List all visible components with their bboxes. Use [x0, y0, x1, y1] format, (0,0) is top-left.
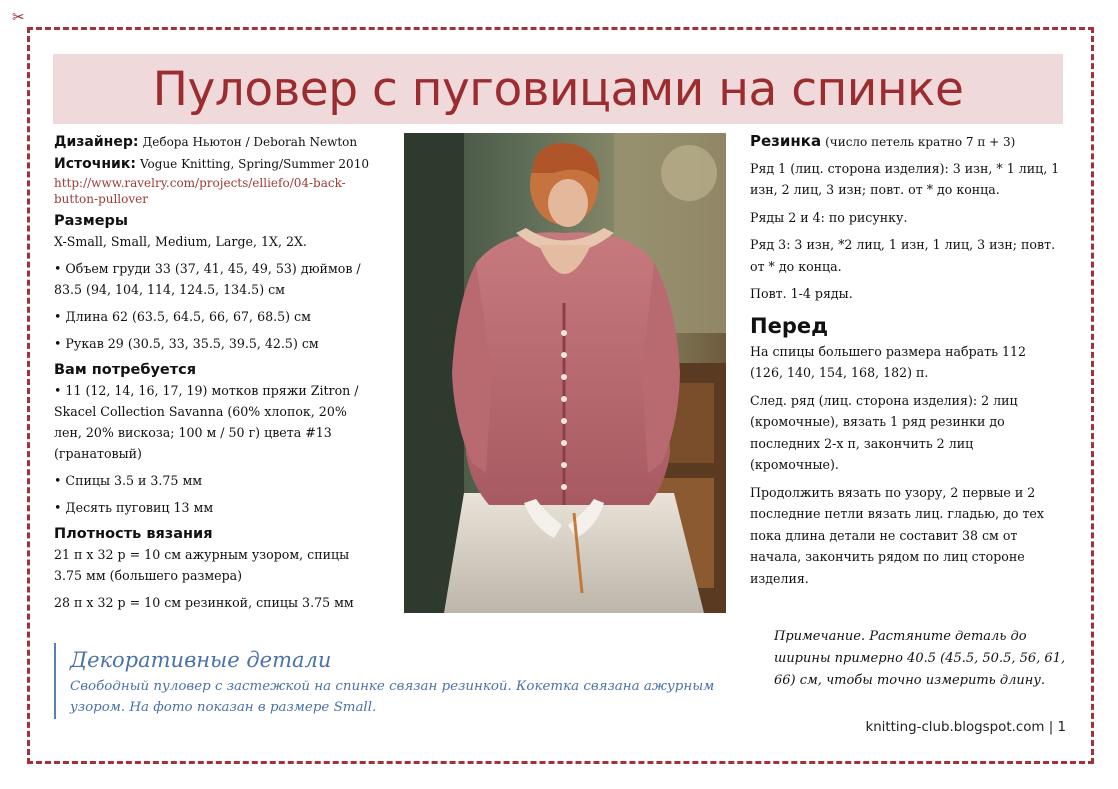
decor-text — [70, 676, 770, 718]
left-column — [54, 131, 389, 619]
yarn-line-1: • 11 (12, 14, 16, 17, 19) мотков пряжи Zitron / — [54, 383, 359, 398]
front-step-3 — [750, 482, 1065, 590]
ravelry-link[interactable] — [54, 175, 389, 207]
front1-line-1: На спицы большего размера набрать 112 — [750, 343, 1027, 359]
gauge-lace — [54, 544, 389, 586]
buttons-info: • Десять пуговиц 13 мм — [54, 500, 214, 515]
decor-line-1: Свободный пуловер с застежкой на спинке связан резинкой. Кокетка связана ажурным — [70, 679, 715, 694]
photo-illustration — [404, 133, 726, 613]
front-heading: Перед — [750, 313, 829, 338]
front-step-1 — [750, 341, 1065, 384]
rib-rows-2-4: Ряды 2 и 4: по рисунку. — [750, 209, 908, 225]
front3-line-3: пока длина детали не составит 38 см от — [750, 527, 1018, 543]
page-title: Пуловер с пуговицами на спинке — [152, 61, 964, 117]
needles-info: • Спицы 3.5 и 3.75 мм — [54, 473, 203, 488]
yarn-line-3: лен, 20% вискоза; 100 м / 50 г) цвета #13 — [54, 425, 332, 440]
row3-line-2: от * до конца. — [750, 258, 842, 274]
front2-line-3: последних 2-х п, закончить 2 лиц — [750, 435, 974, 451]
row1-line-1: Ряд 1 (лиц. сторона изделия): 3 изн, * 1 лиц, 1 — [750, 160, 1060, 176]
front3-line-2: последние петли вязать лиц. гладью, до тех — [750, 506, 1044, 521]
designer-line — [54, 131, 389, 153]
gauge-lace-line-2: 3.75 мм (большего размера) — [54, 568, 243, 583]
link-line-2: button-pullover — [54, 192, 148, 206]
front2-line-2: (кромочные), вязать 1 ряд резинки до — [750, 414, 1005, 429]
title-banner — [53, 54, 1063, 124]
note-line-1: Примечание. Растяните деталь до — [774, 629, 1027, 644]
materials-heading: Вам потребуется — [54, 362, 197, 378]
yarn-line-2: Skacel Collection Savanna (60% хлопок, 20% — [54, 404, 347, 419]
designer-value: Дебора Ньютон / Deborah Newton — [142, 135, 358, 149]
front-step-2 — [750, 390, 1065, 476]
front2-line-1: След. ряд (лиц. сторона изделия): 2 лиц — [750, 392, 1018, 408]
source-line — [54, 153, 389, 175]
rib-repeat: Повт. 1-4 ряды. — [750, 286, 853, 301]
source-label: Источник: — [54, 156, 136, 172]
note-line-2: ширины примерно 40.5 (45.5, 50.5, 56, 61, — [774, 651, 1066, 666]
source-value: Vogue Knitting, Spring/Summer 2010 — [139, 157, 369, 171]
bust-measure — [54, 258, 389, 300]
sizes-heading: Размеры — [54, 213, 129, 229]
rib-row-3 — [750, 234, 1065, 277]
front1-line-2: (126, 140, 154, 168, 182) п. — [750, 365, 929, 380]
gauge-rib: 28 п x 32 р = 10 см резинкой, спицы 3.75 мм — [54, 595, 354, 610]
link-line-1: http://www.ravelry.com/projects/elliefo/04-back- — [54, 176, 346, 190]
right-column — [750, 131, 1065, 595]
gauge-lace-line-1: 21 п x 32 р = 10 см ажурным узором, спицы — [54, 547, 350, 562]
decorative-details-box — [54, 643, 770, 719]
bust-line-1: • Объем груди 33 (37, 41, 45, 49, 53) дюймов / — [54, 261, 361, 276]
row3-line-1: Ряд 3: 3 изн, *2 лиц, 1 изн, 1 лиц, 3 изн; повт. — [750, 237, 1056, 252]
decor-title: Декоративные детали — [70, 648, 332, 672]
rib-heading: Резинка — [750, 132, 822, 150]
pullover-photo — [404, 133, 726, 613]
rib-subheading: (число петель кратно 7 п + 3) — [825, 135, 1016, 149]
row1-line-2: изн, 2 лиц, 3 изн; повт. от * до конца. — [750, 182, 1000, 197]
gauge-heading: Плотность вязания — [54, 526, 213, 542]
designer-label: Дизайнер: — [54, 134, 139, 150]
yarn-line-4: (гранатовый) — [54, 446, 142, 461]
front3-line-4: начала, закончить рядом по лиц стороне — [750, 549, 1025, 564]
yarn-info — [54, 380, 389, 464]
bust-line-2: 83.5 (94, 104, 114, 124.5, 134.5) см — [54, 282, 285, 297]
note-line-3: 66) см, чтобы точно измерить длину. — [774, 673, 1046, 688]
rib-row-1 — [750, 158, 1065, 201]
length-measure: • Длина 62 (63.5, 64.5, 66, 67, 68.5) см — [54, 309, 311, 324]
decor-line-2: узором. На фото показан в размере Small. — [70, 700, 377, 715]
rib-heading-line — [750, 131, 1065, 154]
measurement-note — [774, 626, 1069, 692]
page-footer: knitting-club.blogspot.com | 1 — [865, 720, 1066, 735]
scissors-icon: ✂ — [12, 8, 25, 26]
front3-line-1: Продолжить вязать по узору, 2 первые и 2 — [750, 484, 1036, 500]
front2-line-4: (кромочные). — [750, 457, 839, 472]
sizes-list: X-Small, Small, Medium, Large, 1X, 2X. — [54, 234, 307, 249]
sleeve-measure: • Рукав 29 (30.5, 33, 35.5, 39.5, 42.5) см — [54, 336, 319, 351]
front3-line-5: изделия. — [750, 570, 809, 586]
